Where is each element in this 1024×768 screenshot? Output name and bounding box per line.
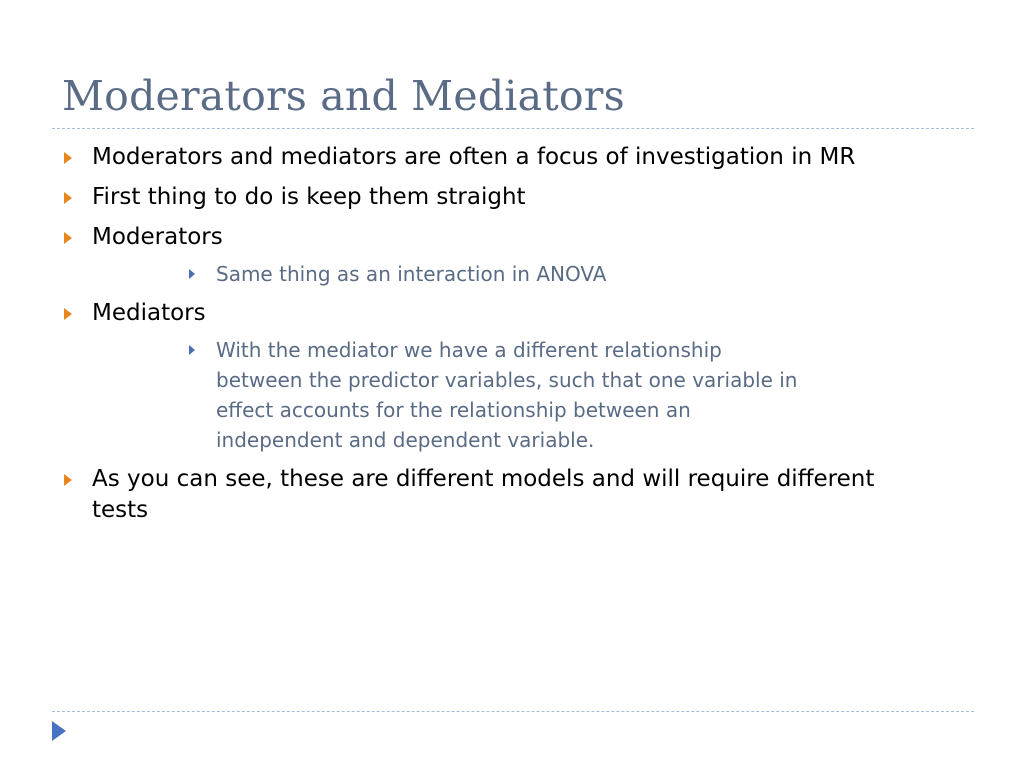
- sub-bullet-triangle-icon: [189, 345, 195, 355]
- slide-title: Moderators and Mediators: [62, 72, 625, 120]
- bullet-item: [0, 464, 1024, 526]
- bullet-triangle-icon: [64, 152, 72, 164]
- bullet-item: [0, 222, 1024, 289]
- bullet-text: Moderators: [92, 224, 223, 250]
- bullet-triangle-icon: [64, 308, 72, 320]
- bullet-triangle-icon: [64, 232, 72, 244]
- footer-divider: [52, 711, 974, 712]
- bullet-text: Mediators: [92, 300, 206, 326]
- bullet-text: Moderators and mediators are often a focus of investigation in MR: [92, 144, 856, 170]
- sub-bullet-item: [92, 335, 924, 455]
- sub-bullet-text: With the mediator we have a different relationship between the predictor variables, such that one variable in effect accounts for the relationship between an independent and dependent variable.: [216, 338, 798, 452]
- sub-bullet-item: [92, 259, 924, 289]
- bullet-item: [0, 298, 1024, 455]
- next-slide-arrow-icon[interactable]: [52, 721, 66, 741]
- sub-bullet-text: Same thing as an interaction in ANOVA: [216, 262, 607, 286]
- bullet-triangle-icon: [64, 192, 72, 204]
- bullet-item: [0, 182, 1024, 213]
- bullet-text: First thing to do is keep them straight: [92, 184, 526, 210]
- sub-bullet-triangle-icon: [189, 269, 195, 279]
- bullet-text: As you can see, these are different models and will require different tests: [92, 466, 875, 523]
- title-divider: [52, 128, 974, 129]
- bullet-item: [0, 142, 1024, 173]
- bullet-list: [0, 142, 1024, 526]
- bullet-triangle-icon: [64, 474, 72, 486]
